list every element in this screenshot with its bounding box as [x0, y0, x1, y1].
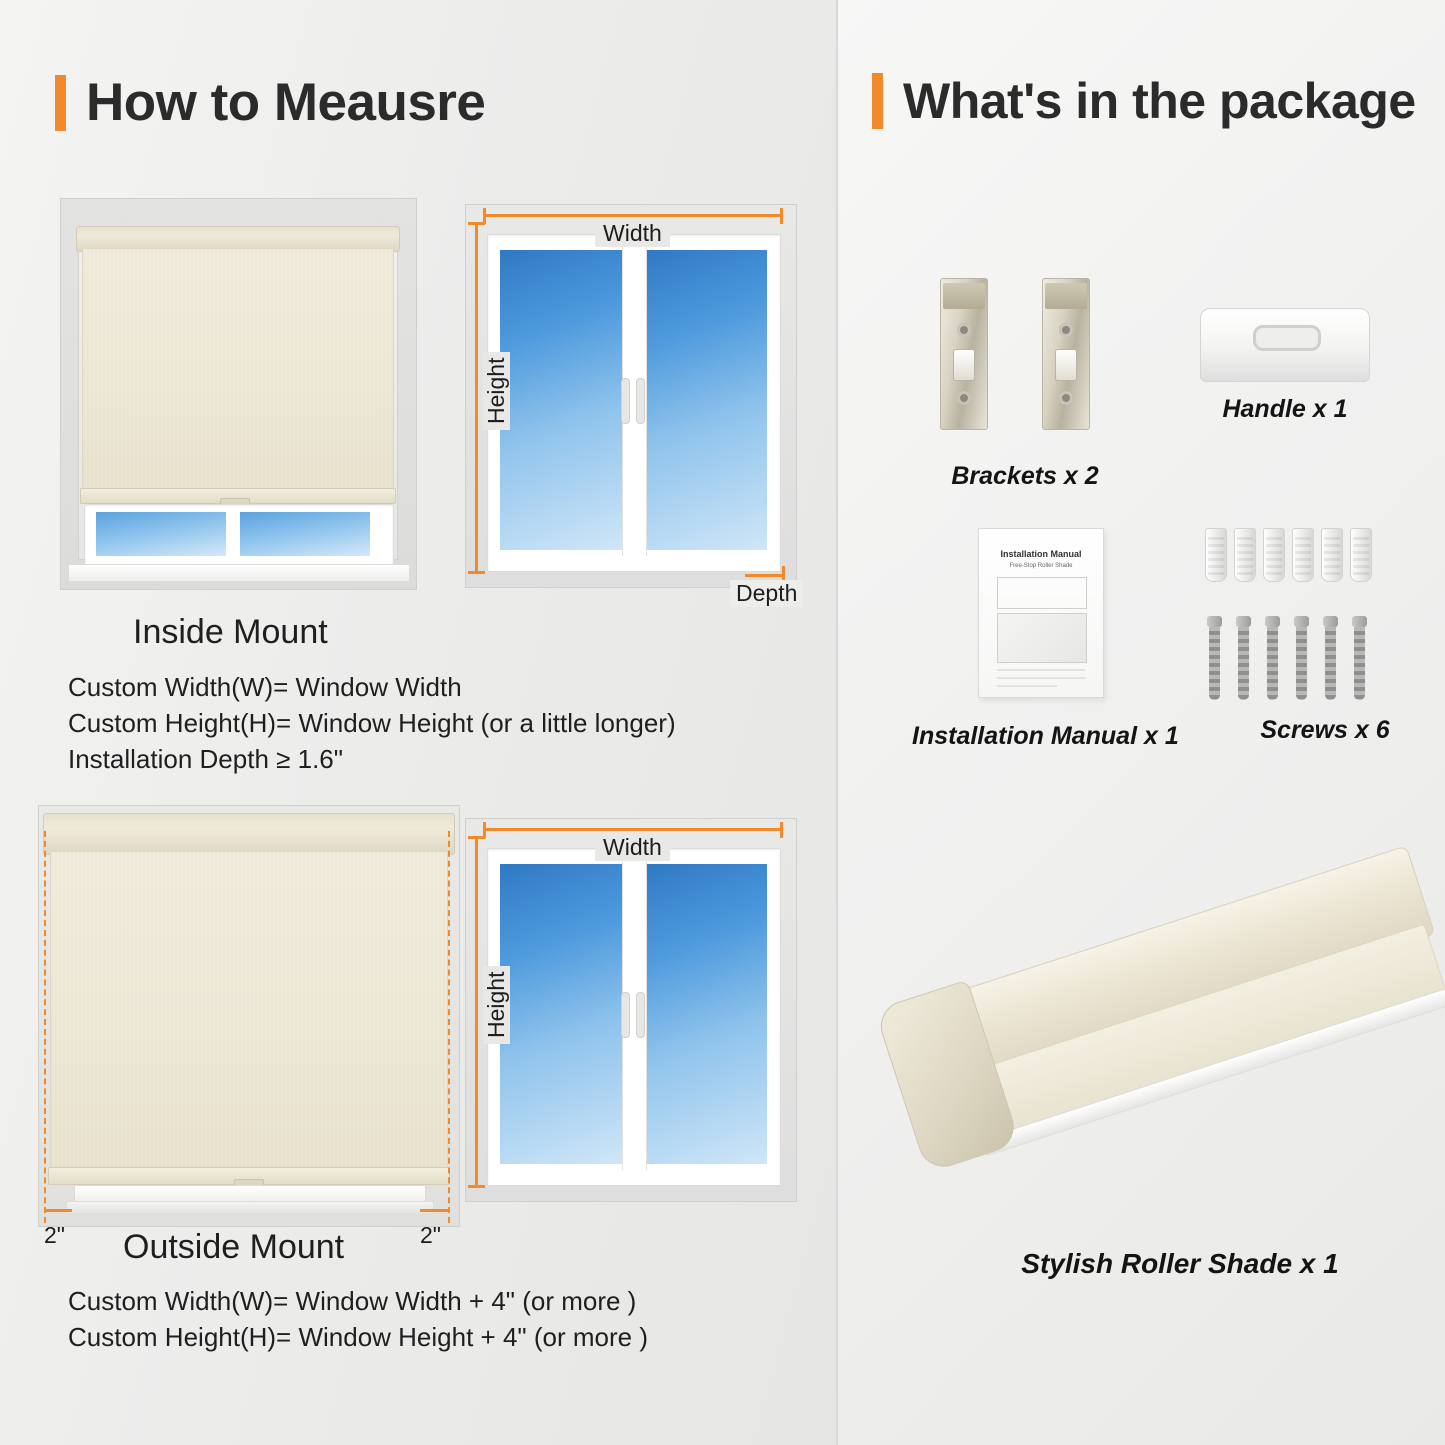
- screw-5: [1323, 616, 1338, 700]
- screw-1-shaft: [1209, 627, 1220, 700]
- dim-handle-right: [636, 378, 645, 424]
- brackets-illustration: [940, 278, 1100, 448]
- screw-6-shaft: [1354, 627, 1365, 700]
- screw-3: [1265, 616, 1280, 700]
- inside-glass-left: [96, 512, 226, 556]
- screw-2-shaft: [1238, 627, 1249, 700]
- wall-anchor-1: [1205, 528, 1227, 582]
- package-heading: [872, 72, 1416, 130]
- screw-1: [1207, 616, 1222, 700]
- outside-dim-glass-left: [500, 864, 622, 1164]
- installation-manual-illustration: [978, 528, 1104, 698]
- how-to-measure-title: How to Meausre: [86, 73, 486, 132]
- bracket-left-top: [943, 283, 985, 309]
- outside-line-1: Custom Width(W)= Window Width + 4" (or more ): [68, 1286, 637, 1316]
- bracket-left-hole-lower: [957, 391, 971, 405]
- bracket-right: [1042, 278, 1090, 430]
- wall-anchor-6: [1350, 528, 1372, 582]
- manual-subtitle: Free-Stop Roller Shade: [1009, 563, 1073, 569]
- screw-2-head: [1236, 616, 1251, 627]
- height-dim-label: Height: [483, 352, 510, 430]
- screw-4-shaft: [1296, 627, 1307, 700]
- outside-right-offset-arrow: [420, 1209, 448, 1212]
- screw-6-head: [1352, 616, 1367, 627]
- outside-overlap-right-dash: [448, 831, 450, 1223]
- accent-bar-right: [872, 73, 883, 129]
- inside-mount-dimension-window: [455, 198, 805, 606]
- package-title: What's in the package: [903, 73, 1416, 129]
- manual-text-line-1: [997, 669, 1085, 671]
- width-dim-tick-right: [780, 208, 783, 224]
- outside-left-offset-label: 2": [44, 1222, 65, 1248]
- outside-width-label: Width: [595, 834, 670, 861]
- screw-4-head: [1294, 616, 1309, 627]
- outside-height-dim-line: [475, 836, 478, 1188]
- width-dim-line: [483, 214, 783, 217]
- bracket-left: [940, 278, 988, 430]
- dim-glass-right: [645, 250, 767, 550]
- outside-dim-glass-right: [645, 864, 767, 1164]
- screw-1-head: [1207, 616, 1222, 627]
- outside-dim-handle-right: [636, 992, 645, 1038]
- screw-3-head: [1265, 616, 1280, 627]
- bracket-right-hole-lower: [1059, 391, 1073, 405]
- dim-glass-left: [500, 250, 622, 550]
- inside-mount-shade-illustration: [60, 198, 415, 588]
- wall-anchor-4: [1292, 528, 1314, 582]
- outside-mount-dimension-window: [455, 812, 805, 1212]
- dim-handle-left: [621, 378, 630, 424]
- height-dim-tick-bottom: [468, 571, 485, 574]
- inside-line-3: Installation Depth ≥ 1.6": [68, 744, 343, 774]
- inside-window-sill: [68, 564, 410, 582]
- outside-shade-fabric: [50, 851, 448, 1171]
- wall-anchor-2: [1234, 528, 1256, 582]
- depth-dim-label: Depth: [730, 580, 803, 607]
- accent-bar: [55, 75, 66, 131]
- roller-shade-label: Stylish Roller Shade x 1: [1021, 1248, 1339, 1279]
- outside-height-tick-bottom: [468, 1185, 485, 1188]
- inside-shade-fabric: [82, 248, 394, 492]
- bracket-left-slot: [953, 349, 975, 381]
- outside-right-offset-label: 2": [420, 1222, 441, 1248]
- outside-width-dim-line: [483, 828, 783, 831]
- bracket-right-top: [1045, 283, 1087, 309]
- screw-6: [1352, 616, 1367, 700]
- width-dim-label: Width: [595, 220, 670, 247]
- outside-height-label: Height: [483, 966, 510, 1044]
- handle-label: Handle x 1: [1222, 395, 1348, 423]
- installation-manual-label: Installation Manual x 1: [912, 722, 1179, 750]
- outside-width-tick-right: [780, 822, 783, 838]
- outside-headrail: [43, 813, 455, 855]
- manual-text-line-2: [997, 677, 1085, 679]
- inside-line-1: Custom Width(W)= Window Width: [68, 672, 462, 702]
- handle-grip: [1253, 325, 1321, 351]
- outside-line-2: Custom Height(H)= Window Height + 4" (or more ): [68, 1322, 648, 1352]
- panel-divider: [836, 0, 838, 1445]
- inside-glass-right: [240, 512, 370, 556]
- screws-illustration: [1205, 528, 1375, 698]
- manual-text-line-3: [997, 685, 1057, 687]
- wall-anchor-5: [1321, 528, 1343, 582]
- outside-mount-caption: Outside Mount: [123, 1228, 345, 1266]
- inside-mount-caption: Inside Mount: [133, 613, 328, 651]
- manual-image-box: [997, 613, 1087, 663]
- screw-5-shaft: [1325, 627, 1336, 700]
- outside-left-offset-arrow: [44, 1209, 72, 1212]
- bracket-left-hole-upper: [957, 323, 971, 337]
- brackets-label: Brackets x 2: [951, 462, 1099, 490]
- outside-dim-handle-left: [621, 992, 630, 1038]
- how-to-measure-heading: [55, 72, 485, 133]
- manual-title: Installation Manual: [1000, 549, 1082, 559]
- handle-illustration: [1200, 308, 1370, 382]
- outside-window-sill-shadow: [66, 1201, 434, 1215]
- outside-mount-shade-illustration: [38, 805, 458, 1225]
- screw-5-head: [1323, 616, 1338, 627]
- bracket-right-hole-upper: [1059, 323, 1073, 337]
- wall-anchor-3: [1263, 528, 1285, 582]
- inside-line-2: Custom Height(H)= Window Height (or a little longer): [68, 708, 676, 738]
- screw-3-shaft: [1267, 627, 1278, 700]
- outside-height-tick-top: [468, 836, 485, 839]
- manual-diagram-box: [997, 577, 1087, 609]
- screws-label: Screws x 6: [1260, 716, 1390, 744]
- outside-overlap-left-dash: [44, 831, 46, 1223]
- depth-dim-line: [745, 574, 785, 577]
- height-dim-tick-top: [468, 222, 485, 225]
- screw-2: [1236, 616, 1251, 700]
- screw-4: [1294, 616, 1309, 700]
- height-dim-line: [475, 222, 478, 574]
- bracket-right-slot: [1055, 349, 1077, 381]
